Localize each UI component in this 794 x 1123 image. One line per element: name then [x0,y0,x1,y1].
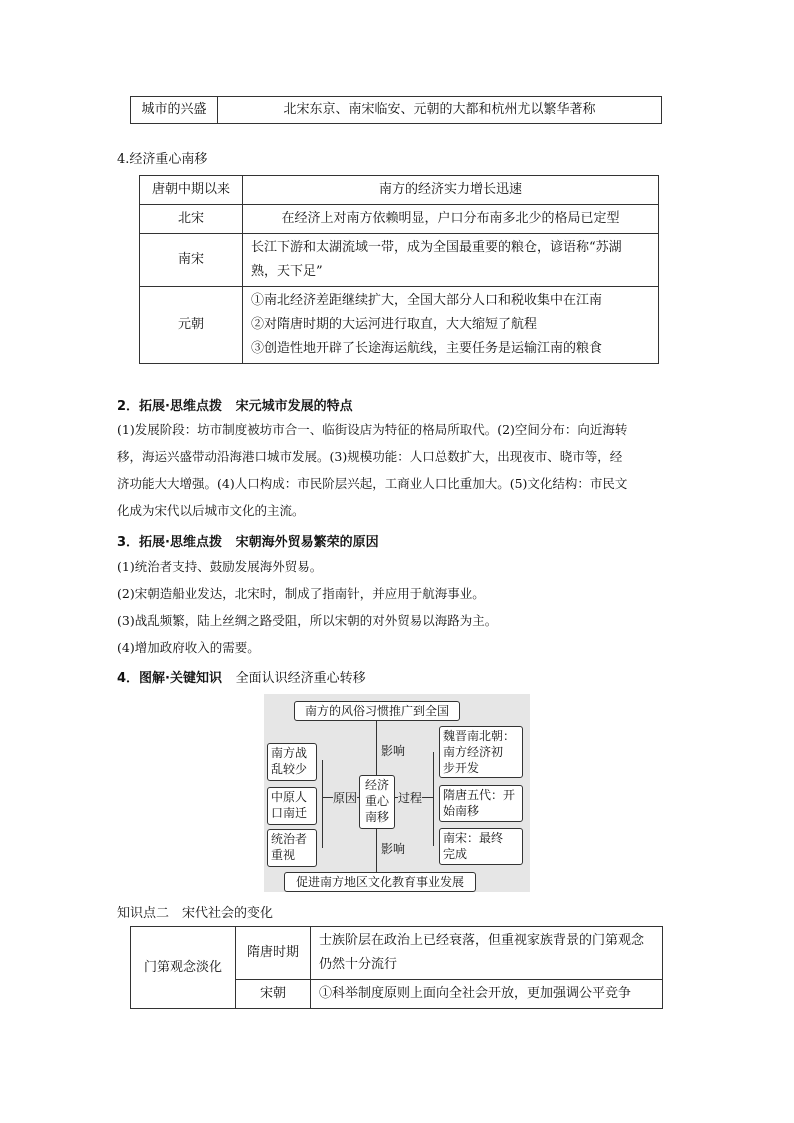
ext2-body: (1)发展阶段：坊市制度被坊市合一、临街设店为特征的格局所取代。(2)空间分布：向近海转 移，海运兴盛带动沿海港口城市发展。(3)规模功能：人口总数扩大，出现夜市、晓市等，经 济功能大大增强。(4)人口构成：市民阶层兴起，工商业人口比重加大。(5)文化结构：市民文 化成为宋代以后城市文化的主流。 [117,422,628,518]
city-prosperity-table [130,96,662,124]
table-content-cell: 在经济上对南方依赖明显，户口分布南多北少的格局已定型 [243,205,659,234]
table-content-cell: 士族阶层在政治上已经衰落，但重视家族背景的门第观念 仍然十分流行 [311,927,663,980]
cause-label: 原因 [333,791,358,805]
table-label-cell: 南宋 [140,234,243,287]
process-box: 魏晋南北朝： 南方经济初 步开发 [439,726,523,778]
table-period-cell: 隋唐时期 [236,927,311,980]
table-content-cell: ①科举制度原则上面向全社会开放，更加强调公平竞争 [311,980,663,1009]
table-label-cell: 城市的兴盛 [131,97,218,124]
cause-box: 统治者 重视 [267,829,317,867]
influence-label: 影响 [381,744,406,758]
economic-center-table [139,175,659,364]
table-label-cell: 元朝 [140,287,243,364]
section-heading: 4.经济重心南移 [117,152,208,167]
cause-box: 中原人 口南迁 [267,787,317,825]
connector-line [322,760,323,848]
diagram-top-box: 南方的风俗习惯推广到全国 [294,701,460,721]
process-box: 隋唐五代：开 始南移 [439,785,523,822]
process-label: 过程 [398,791,423,805]
ext3-body: (1)统治者支持、鼓励发展海外贸易。 (2)宋朝造船业发达，北宋时，制成了指南针，并应用于航海事业。 (3)战乱频繁，陆上丝绸之路受阻，所以宋朝的对外贸易以海路为主。 (4)增加政府收入的需要。 [117,559,498,655]
table-label-cell: 北宋 [140,205,243,234]
ext2-heading: 2．拓展·思维点拨 宋元城市发展的特点 [117,399,353,414]
social-change-table [130,926,663,1009]
table-period-cell: 宋朝 [236,980,311,1009]
table-content-cell: ①南北经济差距继续扩大，全国大部分人口和税收集中在江南 ②对隋唐时期的大运河进行取直，大大缩短了航程 ③创造性地开辟了长途海运航线，主要任务是运输江南的粮食 [243,287,659,364]
diagram-bottom-box: 促进南方地区文化教育事业发展 [284,872,476,892]
cause-box: 南方战 乱较少 [267,743,317,781]
table-content-cell: 长江下游和太湖流域一带，成为全国最重要的粮仓，谚语称“苏湖 熟，天下足” [243,234,659,287]
knowledge-heading: 知识点二 宋代社会的变化 [117,906,274,921]
connector-line [376,827,377,872]
ext4-heading: 4．图解·关键知识 全面认识经济重心转移 [117,671,366,686]
connector-line [433,752,434,846]
connector-line [376,721,377,775]
table-label-cell: 门第观念淡化 [131,927,236,1009]
ext3-heading: 3．拓展·思维点拨 宋朝海外贸易繁荣的原因 [117,535,379,550]
process-box: 南宋：最终 完成 [439,828,523,865]
influence-label: 影响 [381,842,406,856]
table-label-cell: 唐朝中期以来 [140,176,243,205]
economic-shift-diagram [264,694,530,892]
diagram-center-box: 经济 重心 南移 [359,775,395,829]
table-content-cell: 北宋东京、南宋临安、元朝的大都和杭州尤以繁华著称 [218,97,662,124]
table-content-cell: 南方的经济实力增长迅速 [243,176,659,205]
